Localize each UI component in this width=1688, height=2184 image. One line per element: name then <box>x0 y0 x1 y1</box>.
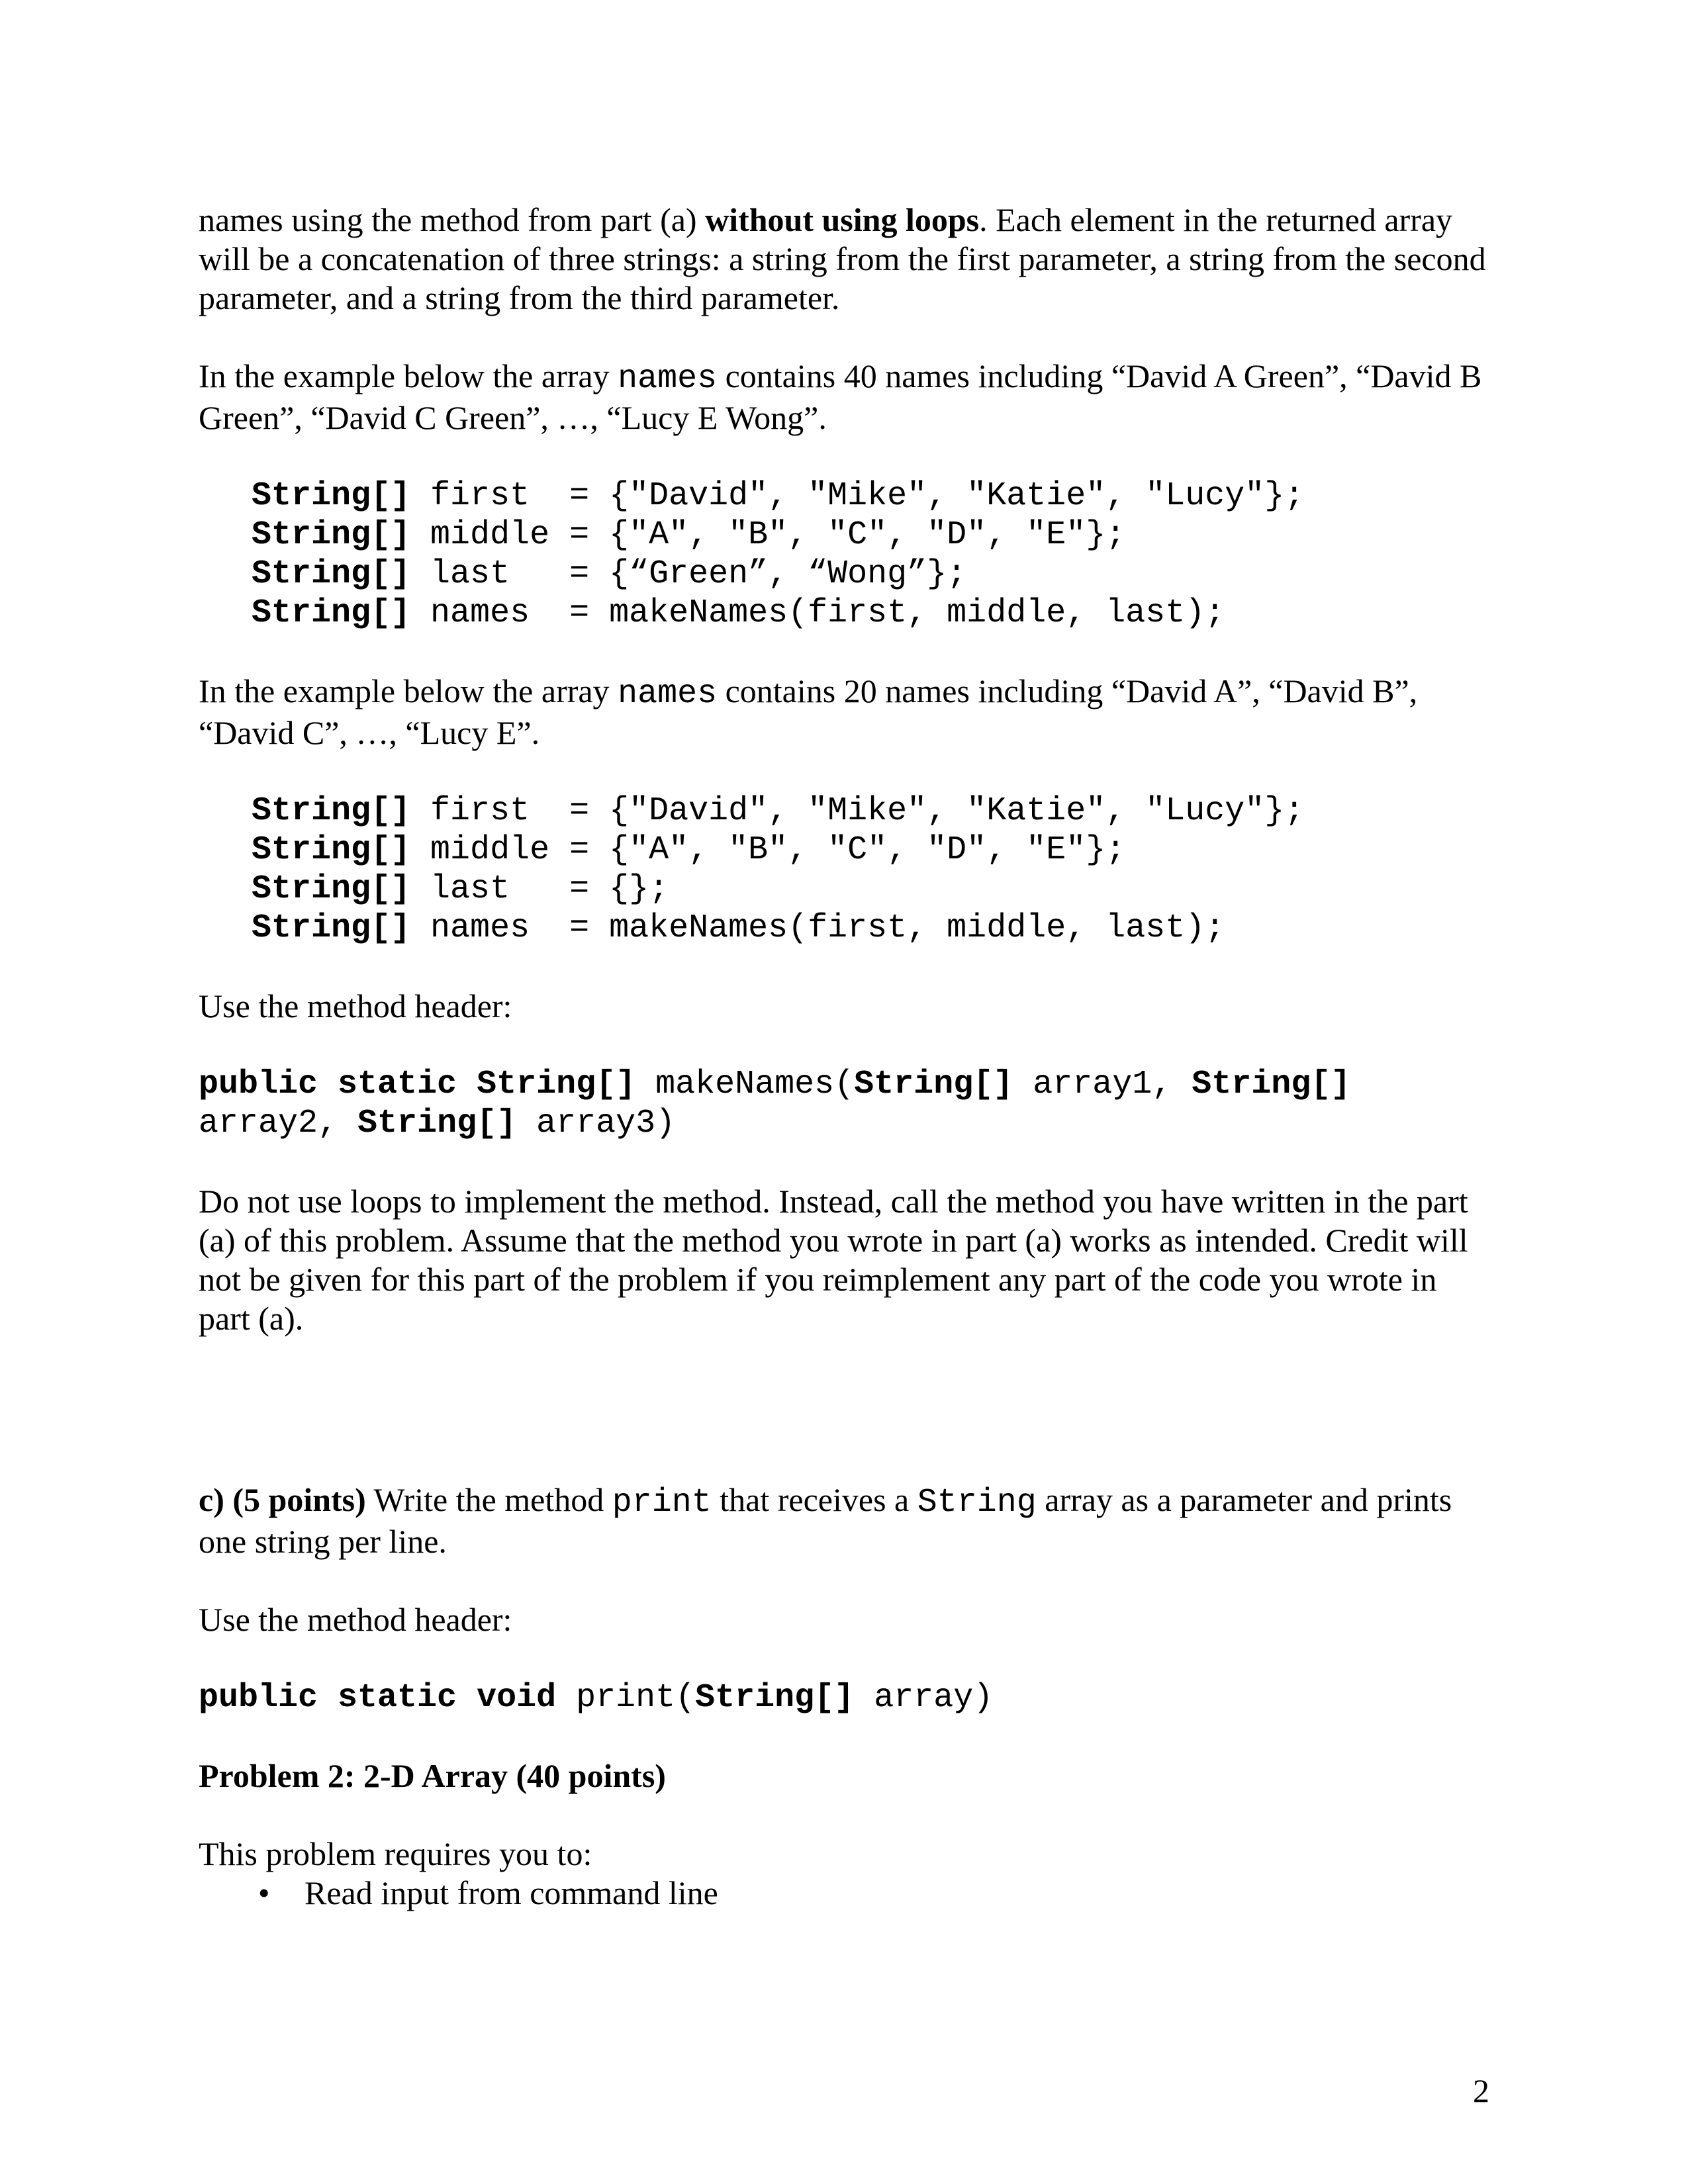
code-text: last = {“Green”, “Wong”}; <box>410 555 967 593</box>
text-run: names using the method from part (a) <box>199 201 706 238</box>
bold-run: c) (5 points) <box>199 1481 366 1518</box>
code-line <box>252 909 1489 948</box>
heading-problem-2: Problem 2: 2-D Array (40 points) <box>199 1757 666 1794</box>
bullet-marker: • <box>258 1874 270 1911</box>
code-line <box>199 1065 1489 1104</box>
code-text: first = {"David", "Mike", "Katie", "Lucy"}; <box>410 792 1305 830</box>
code-block-example-40 <box>252 477 1489 633</box>
code-line <box>252 831 1489 870</box>
text-run: . Each element in the returned array will be a concatenation of three strings: a string from the first parameter, a string from the second parameter, and a string from the third parameter. <box>199 201 1486 316</box>
type-keyword: String[] <box>252 870 411 908</box>
inline-code: names <box>618 675 718 713</box>
inline-code: names <box>618 360 718 398</box>
document-content <box>199 201 1489 1913</box>
code-keyword: public static String[] <box>199 1066 636 1103</box>
code-text: array3) <box>516 1105 676 1142</box>
code-line <box>252 516 1489 555</box>
text-run: In the example below the array <box>199 357 618 394</box>
code-text: names = makeNames(first, middle, last); <box>410 909 1225 947</box>
bold-run: without using loops <box>705 201 980 238</box>
paragraph-example-40 <box>199 357 1489 437</box>
code-line <box>252 870 1489 909</box>
type-keyword: String[] <box>695 1679 855 1717</box>
text-run: contains 40 names including “David A Green”, “David B Green”, “David C Green”, …, “Lucy E Wong”. <box>199 357 1482 436</box>
code-text: first = {"David", "Mike", "Katie", "Lucy"}; <box>410 477 1305 515</box>
text-run: In the example below the array <box>199 672 618 709</box>
code-line <box>252 594 1489 633</box>
code-keyword: public static void <box>199 1679 557 1717</box>
paragraph-use-header-1: Use the method header: <box>199 987 512 1024</box>
code-text: array2, <box>199 1105 358 1142</box>
code-text: array1, <box>1013 1066 1192 1103</box>
bullet-item <box>199 1874 1489 1913</box>
text-run: that receives a <box>711 1481 917 1518</box>
method-signature-makenames <box>199 1065 1489 1143</box>
text-run: array as a parameter and prints one string per line. <box>199 1481 1452 1560</box>
code-text: makeNames( <box>635 1066 855 1103</box>
method-signature-print <box>199 1678 1489 1717</box>
code-text: array) <box>854 1679 994 1717</box>
code-line <box>252 792 1489 831</box>
paragraph-part-c <box>199 1480 1489 1561</box>
paragraph-intro <box>199 201 1489 318</box>
code-text: names = makeNames(first, middle, last); <box>410 594 1225 632</box>
type-keyword: String[] <box>1192 1066 1351 1103</box>
code-line <box>252 555 1489 594</box>
type-keyword: String[] <box>357 1105 517 1142</box>
type-keyword: String[] <box>252 594 411 632</box>
type-keyword: String[] <box>854 1066 1013 1103</box>
paragraph-requires: This problem requires you to: <box>199 1835 592 1872</box>
page-number: 2 <box>1473 2072 1489 2109</box>
code-line <box>199 1678 1489 1717</box>
type-keyword: String[] <box>252 555 411 593</box>
type-keyword: String[] <box>252 516 411 554</box>
type-keyword: String[] <box>252 477 411 515</box>
inline-code: String <box>917 1484 1037 1522</box>
code-text: middle = {"A", "B", "C", "D", "E"}; <box>410 516 1126 554</box>
inline-code: print <box>612 1484 712 1522</box>
paragraph-example-20 <box>199 672 1489 752</box>
paragraph-no-loops: Do not use loops to implement the method. Instead, call the method you have written in the part (a) of this problem. Assume that the method you wrote in part (a) works as intended. Credit will not be given for this part of the problem if you reimplement any part of the code you wrote in part (a). <box>199 1183 1468 1337</box>
code-text: last = {}; <box>410 870 669 908</box>
text-run: Write the method <box>365 1481 612 1518</box>
code-text: print( <box>556 1679 696 1717</box>
type-keyword: String[] <box>252 792 411 830</box>
code-line <box>199 1104 1489 1143</box>
type-keyword: String[] <box>252 831 411 869</box>
paragraph-use-header-2: Use the method header: <box>199 1601 512 1638</box>
bullet-text: Read input from command line <box>305 1874 718 1911</box>
text-run: contains 20 names including “David A”, “David B”, “David C”, …, “Lucy E”. <box>199 672 1418 751</box>
code-block-example-20 <box>252 792 1489 948</box>
code-text: middle = {"A", "B", "C", "D", "E"}; <box>410 831 1126 869</box>
code-line <box>252 477 1489 516</box>
type-keyword: String[] <box>252 909 411 947</box>
